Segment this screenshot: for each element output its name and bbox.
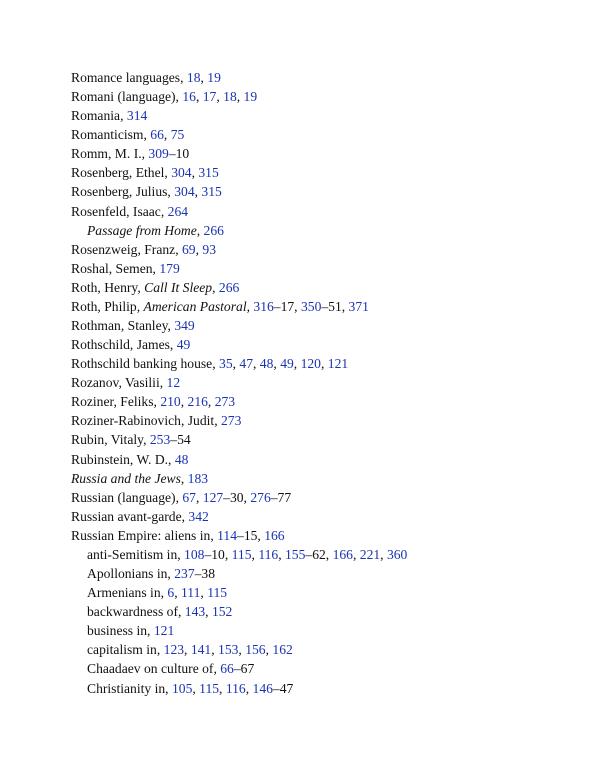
index-entry <box>71 450 571 469</box>
entry-text: –15, <box>237 527 265 543</box>
index-subentry <box>71 545 571 564</box>
entry-text: , <box>191 165 199 181</box>
index-entry <box>71 373 571 392</box>
page-ref-link[interactable]: 304 <box>174 184 195 200</box>
page-ref-link[interactable]: 183 <box>187 470 209 486</box>
page-ref-link[interactable]: 49 <box>280 356 294 372</box>
index-subentry <box>71 679 571 698</box>
index-entry <box>71 507 571 526</box>
entry-text: , <box>245 680 253 696</box>
entry-text: Rosenfeld, Isaac, <box>71 203 168 219</box>
work-title: Russia and the Jews <box>71 470 181 486</box>
index-entry <box>71 411 571 430</box>
page-ref-link[interactable]: 146 <box>252 680 273 696</box>
page-ref-link[interactable]: 253 <box>149 432 171 448</box>
entry-text: , <box>216 89 224 105</box>
entry-text: Rosenberg, Julius, <box>71 184 175 200</box>
page-ref-link[interactable]: 48 <box>174 451 189 467</box>
page-ref-link[interactable]: 116 <box>225 680 246 696</box>
entry-text: –10 <box>168 146 190 162</box>
entry-text: Russian (language), <box>71 489 183 505</box>
page-ref-link[interactable]: 35 <box>219 356 233 372</box>
entry-text: –10, <box>204 546 232 562</box>
page-ref-link[interactable]: 6 <box>167 585 175 601</box>
index-entry <box>71 316 571 335</box>
page-ref-link[interactable]: 221 <box>359 546 381 562</box>
entry-text: Romanticism, <box>71 127 151 143</box>
entry-text: Rubinstein, W. D., <box>71 451 175 467</box>
entry-text: –62, <box>305 546 333 562</box>
index-entry <box>71 430 571 449</box>
entry-text: –67 <box>233 661 255 677</box>
entry-text: –77 <box>270 489 292 505</box>
page-ref-link[interactable]: 69 <box>182 241 196 257</box>
page-ref-link[interactable]: 18 <box>223 89 237 105</box>
page-ref-link[interactable]: 121 <box>327 356 349 372</box>
page-ref-link[interactable]: 153 <box>218 642 239 658</box>
index-entry <box>71 106 571 125</box>
page-ref-link[interactable]: 120 <box>300 356 321 372</box>
entry-text: , <box>184 642 191 658</box>
entry-text: –30, <box>223 489 251 505</box>
entry-text: , <box>192 680 200 696</box>
index-entry <box>71 526 571 545</box>
index-entry <box>71 202 571 221</box>
entry-text: –47 <box>272 680 294 696</box>
entry-text: , <box>219 680 226 696</box>
page-ref-link[interactable]: 105 <box>171 680 193 696</box>
page-ref-link[interactable]: 156 <box>245 642 266 658</box>
page-ref-link[interactable]: 264 <box>167 203 189 219</box>
index-subentry <box>71 621 571 640</box>
index-entry <box>71 182 571 201</box>
page-ref-link[interactable]: 17 <box>202 89 217 105</box>
page-ref-link[interactable]: 67 <box>182 489 196 505</box>
page-ref-link[interactable]: 179 <box>159 260 180 276</box>
page-ref-link[interactable]: 371 <box>348 298 369 314</box>
work-title: Call It Sleep <box>144 279 213 295</box>
index-subentry <box>71 640 571 659</box>
entry-text: , <box>195 241 203 257</box>
page-ref-link[interactable]: 127 <box>202 489 224 505</box>
entry-text: , <box>320 356 328 372</box>
page-ref-link[interactable]: 115 <box>199 680 220 696</box>
page-ref-link[interactable]: 47 <box>239 356 253 372</box>
entry-text: backwardness of, <box>87 604 185 620</box>
page-ref-link[interactable]: 210 <box>160 394 181 410</box>
entry-text: –38 <box>194 566 216 582</box>
work-title: American Pastoral <box>143 298 247 314</box>
entry-text: Roziner, Feliks, <box>71 394 161 410</box>
page-ref-link[interactable]: 166 <box>264 527 285 543</box>
entry-text: Rozanov, Vasilii, <box>71 375 167 391</box>
page-ref-link[interactable]: 18 <box>186 70 201 85</box>
entry-text: , <box>194 184 202 200</box>
page-ref-link[interactable]: 166 <box>332 546 353 562</box>
page-ref-link[interactable]: 19 <box>243 89 258 105</box>
page-ref-link[interactable]: 315 <box>198 165 219 181</box>
entry-text: , <box>200 70 208 85</box>
entry-text: , <box>163 127 171 143</box>
entry-text: Russian Empire: aliens in, <box>71 527 218 543</box>
entry-text: Rothschild banking house, <box>71 356 220 372</box>
entry-text: , <box>196 222 204 238</box>
page-ref-link[interactable]: 115 <box>207 585 228 601</box>
entry-text: Romani (language), <box>71 89 183 105</box>
entry-text: Chaadaev on culture of, <box>87 661 221 677</box>
page-ref-link[interactable]: 111 <box>181 585 201 601</box>
page-ref-link[interactable]: 108 <box>184 546 205 562</box>
page-ref-link[interactable]: 216 <box>187 394 208 410</box>
entry-text: , <box>238 642 246 658</box>
page-ref-link[interactable]: 66 <box>150 127 164 143</box>
page-ref-link[interactable]: 237 <box>174 566 195 582</box>
entry-text: , <box>265 642 273 658</box>
entry-text: , <box>380 546 387 562</box>
page-ref-link[interactable]: 116 <box>258 546 279 562</box>
index-entry <box>71 354 571 373</box>
entry-text: , <box>211 642 219 658</box>
index-subentry <box>71 564 571 583</box>
entry-text: Armenians in, <box>87 585 168 601</box>
page-ref-link[interactable]: 155 <box>285 546 306 562</box>
entry-text: , <box>278 546 285 562</box>
page-ref-link[interactable]: 350 <box>300 298 322 314</box>
page-ref-link[interactable]: 93 <box>202 241 216 257</box>
entry-text: Russian avant-garde, <box>71 508 189 524</box>
page-ref-link[interactable]: 123 <box>163 642 185 658</box>
index-page <box>71 68 571 698</box>
entry-text: Christianity in, <box>87 680 172 696</box>
index-entry <box>71 144 571 163</box>
entry-text: Romania, <box>71 108 127 124</box>
index-entry <box>71 469 571 488</box>
entry-text: , <box>205 604 212 620</box>
entry-text: anti-Semitism in, <box>87 546 185 562</box>
index-subentry <box>71 602 571 621</box>
page-ref-link[interactable]: 309 <box>148 146 169 162</box>
page-ref-link[interactable]: 19 <box>207 70 221 85</box>
index-subentry <box>71 221 571 240</box>
entry-text: , <box>180 394 188 410</box>
entry-text: Apollonians in, <box>87 566 175 582</box>
entry-text: Romance languages, <box>71 70 187 85</box>
page-ref-link[interactable]: 16 <box>182 89 196 105</box>
entry-text: Roshal, Semen, <box>71 260 160 276</box>
index-entry <box>71 240 571 259</box>
page-ref-link[interactable]: 304 <box>171 165 192 181</box>
entry-text: , <box>273 356 281 372</box>
index-entry <box>71 488 571 507</box>
entry-text: , <box>212 279 219 295</box>
index-subentry <box>71 659 571 678</box>
index-entry <box>71 278 571 297</box>
entry-text: , <box>200 585 208 601</box>
entry-text: , <box>251 546 259 562</box>
page-ref-link[interactable]: 349 <box>174 318 195 334</box>
entry-text: Rosenberg, Ethel, <box>71 165 172 181</box>
entry-text: , <box>195 489 203 505</box>
entry-text: –17, <box>273 298 301 314</box>
page-ref-link[interactable]: 273 <box>214 394 236 410</box>
page-ref-link[interactable]: 114 <box>217 527 238 543</box>
entry-text: business in, <box>87 623 154 639</box>
entry-text: , <box>174 585 182 601</box>
page-ref-link[interactable]: 75 <box>170 127 185 143</box>
entry-text: , <box>236 89 244 105</box>
entry-text: , <box>232 356 240 372</box>
index-entry <box>71 392 571 411</box>
page-ref-link[interactable]: 316 <box>253 298 274 314</box>
entry-text: –51, <box>321 298 349 314</box>
page-ref-link[interactable]: 315 <box>201 184 222 200</box>
entry-text: capitalism in, <box>87 642 164 658</box>
entry-text: Rosenzweig, Franz, <box>71 241 182 257</box>
index-entry <box>71 297 571 316</box>
index-entry <box>71 68 571 87</box>
entry-text: Rothschild, James, <box>71 337 177 353</box>
entry-text: Rubin, Vitaly, <box>71 432 150 448</box>
entry-text: Roth, Henry, <box>71 279 145 295</box>
entry-text: , <box>246 298 254 314</box>
page-ref-link[interactable]: 314 <box>126 108 148 124</box>
entry-text: , <box>253 356 260 372</box>
work-title: Passage from Home <box>87 222 197 238</box>
index-entry <box>71 125 571 144</box>
entry-text: , <box>180 470 188 486</box>
entry-text: , <box>207 394 215 410</box>
index-subentry <box>71 583 571 602</box>
entry-text: Rothman, Stanley, <box>71 318 175 334</box>
entry-text: , <box>352 546 360 562</box>
entry-text: Romm, M. I., <box>71 146 149 162</box>
page-ref-link[interactable]: 266 <box>203 222 224 238</box>
entry-text: Roziner-Rabinovich, Judit, <box>71 413 221 429</box>
page-ref-link[interactable]: 143 <box>184 604 206 620</box>
index-entry <box>71 335 571 354</box>
page-ref-link[interactable]: 152 <box>211 604 233 620</box>
entry-text: , <box>195 89 203 105</box>
index-entry <box>71 163 571 182</box>
page-ref-link[interactable]: 49 <box>176 337 191 353</box>
page-ref-link[interactable]: 276 <box>250 489 271 505</box>
page-ref-link[interactable]: 342 <box>188 508 209 524</box>
entry-text: Roth, Philip, <box>71 298 144 314</box>
index-entry <box>71 259 571 278</box>
page-ref-link[interactable]: 48 <box>259 356 274 372</box>
entry-text: –54 <box>170 432 191 448</box>
page-ref-link[interactable]: 115 <box>231 546 252 562</box>
entry-text: , <box>293 356 301 372</box>
page-ref-link[interactable]: 162 <box>272 642 293 658</box>
page-ref-link[interactable]: 121 <box>153 623 175 639</box>
index-entry <box>71 87 571 106</box>
page-ref-link[interactable]: 273 <box>221 413 242 429</box>
page-ref-link[interactable]: 266 <box>218 279 240 295</box>
page-ref-link[interactable]: 360 <box>386 546 408 562</box>
page-ref-link[interactable]: 12 <box>166 375 181 391</box>
page-ref-link[interactable]: 66 <box>220 661 234 677</box>
page-ref-link[interactable]: 141 <box>190 642 212 658</box>
